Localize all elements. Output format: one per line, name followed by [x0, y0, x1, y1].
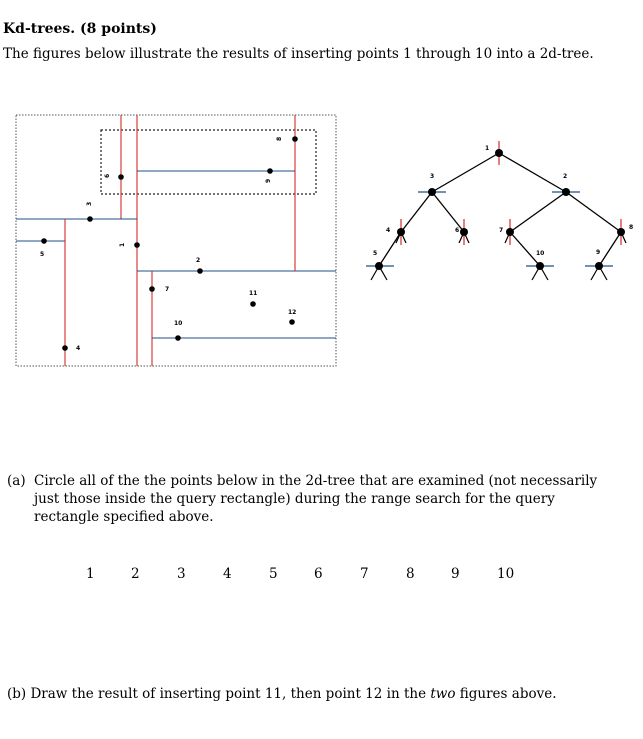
- question-a: [7, 472, 607, 526]
- tree-edge: [499, 153, 566, 192]
- kd-plane: [16, 115, 336, 366]
- plane-point-label: 11: [249, 290, 258, 297]
- tree-edge: [432, 192, 464, 232]
- plane-point-label: 12: [288, 309, 297, 316]
- tree-node: [595, 262, 603, 270]
- tree-node: [375, 262, 383, 270]
- plane-point-label: 6: [104, 173, 111, 178]
- plane-point: [292, 136, 298, 142]
- tree-node-label: 10: [536, 250, 545, 257]
- choice-item[interactable]: 4: [223, 566, 232, 582]
- tree-node-label: 7: [499, 227, 504, 234]
- problem-title: Kd-trees. (8 points): [3, 21, 157, 37]
- plane-point: [134, 242, 140, 248]
- tree-node-label: 5: [373, 250, 378, 257]
- tree-node: [495, 149, 503, 157]
- plane-point: [197, 268, 203, 274]
- plane-point: [149, 286, 155, 292]
- choice-item[interactable]: 8: [406, 566, 415, 582]
- choice-item[interactable]: 7: [360, 566, 369, 582]
- plane-point: [267, 168, 273, 174]
- question-b-text-end: figures above.: [459, 686, 557, 702]
- tree-node-label: 2: [563, 173, 568, 180]
- plane-point: [175, 335, 181, 341]
- plane-point: [250, 301, 256, 307]
- tree-edge: [599, 232, 621, 266]
- question-a-label: (a): [7, 473, 26, 489]
- choice-item[interactable]: 1: [86, 566, 95, 582]
- tree-node: [428, 188, 436, 196]
- plane-point-label: 4: [76, 345, 81, 352]
- tree-edge: [510, 232, 540, 266]
- question-a-text: Circle all of the the points below in the 2d-tree that are examined (not necessarily just those inside the query rectangle) during the range search for the query rectangle specified above.: [34, 473, 598, 525]
- plane-point-label: 3: [86, 201, 93, 206]
- tree-edge: [510, 192, 566, 232]
- plane-point: [289, 319, 295, 325]
- tree-node-label: 4: [386, 227, 391, 234]
- tree-node-label: 9: [596, 249, 601, 256]
- question-b-label: (b): [7, 686, 27, 702]
- choice-item[interactable]: 10: [497, 566, 515, 582]
- tree-node-label: 3: [430, 173, 435, 180]
- tree-node-label: 1: [485, 145, 490, 152]
- choice-list: [0, 566, 643, 586]
- tree-node: [536, 262, 544, 270]
- question-b-emphasis: two: [430, 686, 456, 702]
- plane-point-label: 5: [40, 251, 45, 258]
- tree-edge: [566, 192, 621, 232]
- tree-node: [562, 188, 570, 196]
- query-rectangle: [101, 130, 316, 194]
- tree-node-label: 6: [455, 227, 460, 234]
- choice-item[interactable]: 9: [451, 566, 460, 582]
- kd-tree: [366, 141, 633, 280]
- plane-point-label: 9: [265, 178, 272, 183]
- tree-node: [617, 228, 625, 236]
- plane-point-label: 8: [276, 136, 283, 141]
- choice-item[interactable]: 2: [131, 566, 140, 582]
- choice-item[interactable]: 5: [269, 566, 278, 582]
- plane-point-label: 7: [165, 286, 170, 293]
- tree-edge: [401, 192, 432, 232]
- tree-node: [506, 228, 514, 236]
- choice-item[interactable]: 3: [177, 566, 186, 582]
- problem-intro: The figures below illustrate the results of inserting points 1 through 10 into a 2d-tree.: [3, 46, 594, 62]
- tree-node: [397, 228, 405, 236]
- plane-point: [118, 174, 124, 180]
- tree-node: [460, 228, 468, 236]
- plane-point-label: 2: [196, 257, 201, 264]
- tree-edge: [432, 153, 499, 192]
- plane-point: [62, 345, 68, 351]
- plane-point-label: 10: [174, 320, 183, 327]
- plane-point: [41, 238, 47, 244]
- plane-point: [87, 216, 93, 222]
- tree-edge: [379, 232, 401, 266]
- question-b: [7, 686, 557, 702]
- choice-item[interactable]: 6: [314, 566, 323, 582]
- tree-node-label: 8: [629, 224, 634, 231]
- question-b-text: Draw the result of inserting point 11, then point 12 in the: [30, 686, 427, 702]
- plane-point-label: 1: [119, 242, 126, 247]
